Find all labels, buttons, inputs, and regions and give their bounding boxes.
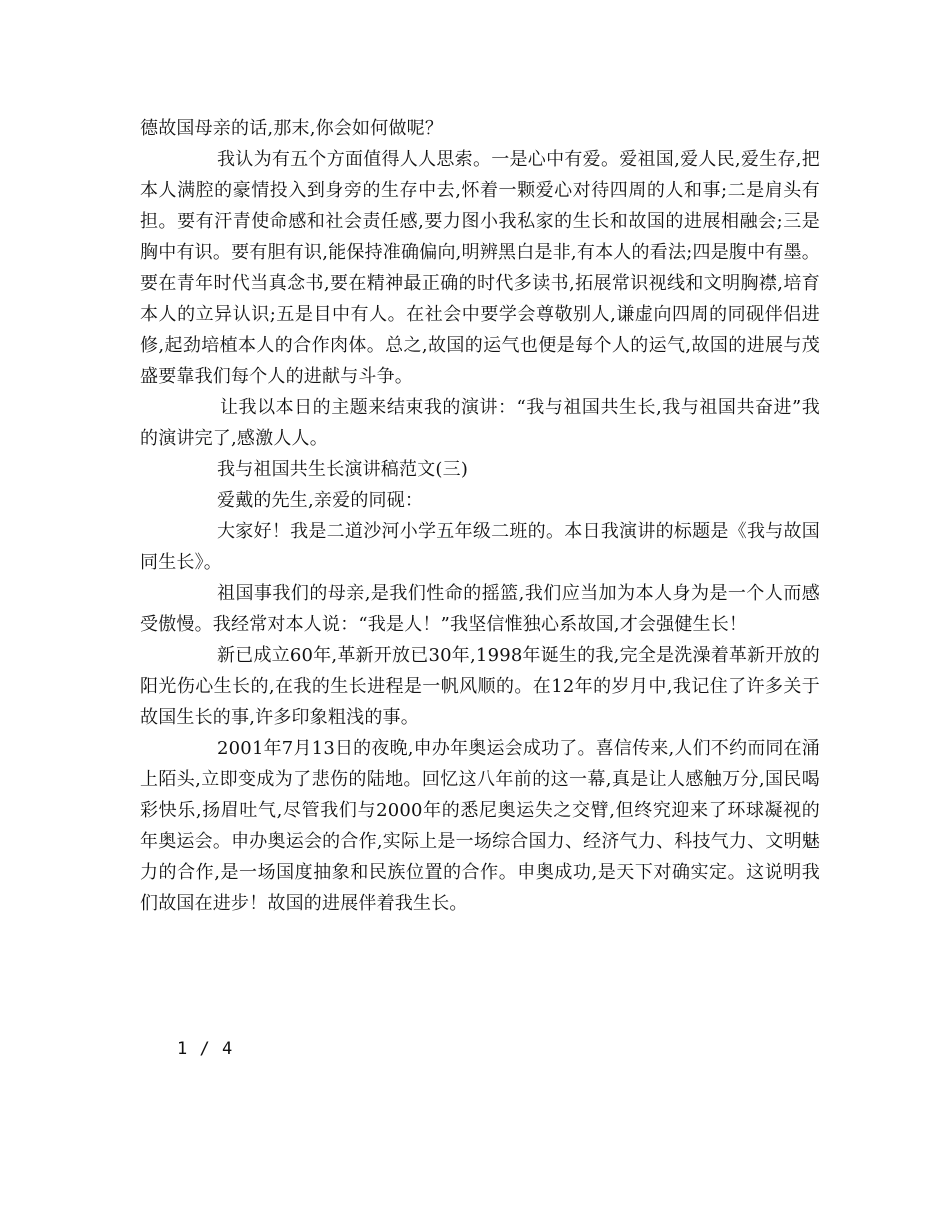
salutation: 爱戴的先生,亲爱的同砚： [217,490,424,511]
section-heading: 我与祖国共生长演讲稿范文(三) [217,459,469,480]
paragraph-growth: 新已成立60年,革新开放已30年,1998年诞生的我,完全是洗澡着革新开放的阳光伤心生长的,在我的生长进程是一帆风顺的。在12年的岁月中,我记住了许多关于故国生长的事,许多印象粗浅的事。 [140,645,820,728]
paragraph-five-aspects: 我认为有五个方面值得人人思索。一是心中有爱。爱祖国,爱人民,爱生存,把本人满腔的豪情投入到身旁的生存中去,怀着一颗爱心对待四周的人和事;二是肩头有担。要有汗青使命感和社会责任感,要力图小我私家的生长和故国的进展相融会;三是胸中有识。要有胆有识,能保持准确偏向,明辨黑白是非,有本人的看法;四是腹中有墨。要在青年时代当真念书,要在精神最正确的时代多读书,拓展常识视线和文明胸襟,培育本人的立异认识;五是目中有人。在社会中要学会尊敬别人,谦虚向四周的同砚伴侣进修,起劲培植本人的合作肉体。总之,故国的运气也便是每个人的运气,故国的进展与茂盛要靠我们每个人的进献与斗争。 [140,149,820,387]
paragraph-greeting: 大家好！我是二道沙河小学五年级二班的。本日我演讲的标题是《我与故国同生长》。 [140,521,820,573]
page-number: 1 / 4 [177,1039,234,1059]
paragraph-motherland: 祖国事我们的母亲,是我们性命的摇篮,我们应当加为本人身为是一个人而感受傲慢。我经常对本人说：“我是人！”我坚信惟独心系故国,才会强健生长！ [140,583,820,635]
paragraph-closing-theme: 让我以本日的主题来结束我的演讲：“我与祖国共生长,我与祖国共奋进”我的演讲完了,感激人人。 [140,397,820,449]
paragraph-continuation: 德故国母亲的话,那末,你会如何做呢？ [140,118,444,139]
paragraph-olympics: 2001年7月13日的夜晚,申办年奥运会成功了。喜信传来,人们不约而同在涌上陌头,立即变成为了悲伤的陆地。回忆这八年前的这一幕,真是让人感触万分,国民喝彩快乐,扬眉吐气,尽管我们与2000年的悉尼奥运失之交臂,但终究迎来了环球凝视的年奥运会。申办奥运会的合作,实际上是一场综合国力、经济气力、科技气力、文明魅力的合作,是一场国度抽象和民族位置的合作。申奥成功,是天下对确实定。这说明我们故国在进步！故国的进展伴着我生长。 [140,738,821,914]
document-body [140,113,820,919]
